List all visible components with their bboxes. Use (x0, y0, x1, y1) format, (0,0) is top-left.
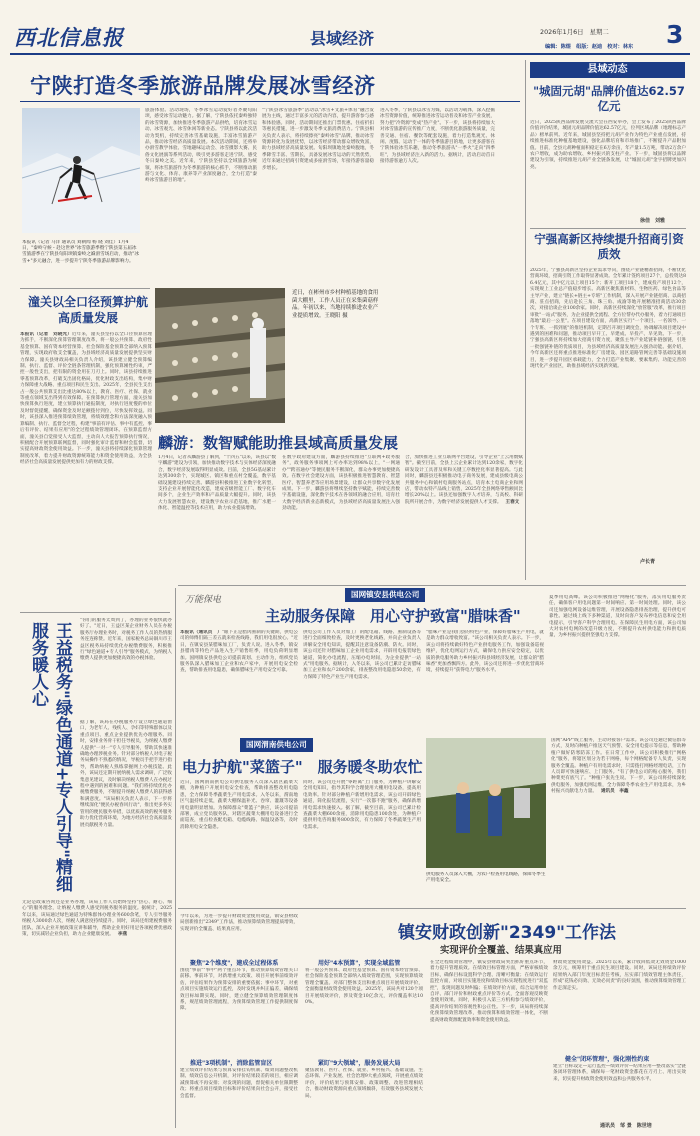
tongguan-article: 本报讯（记者 刘晓光）近年来，潼关县坚持以全口径预算管理为抓手，不断深化预算管理制度改革，将一般公共预算、政府性基金预算、国有资本经营预算、社会保险基金预算全部纳入预算管理，实现政府收支全覆盖，为县域经济高质量发展提供坚实财力保障。潼关县财政局相关负责人介绍，该县建立健全预算编制、执行、监督、评价全链条管理机制，强化预算刚性约束，严控一般性支出，把有限的资金用在刀刃上。同时，该县持续推进零基预算改革，打破支出固化格局，优化财政支出结构，集中财力保障重大战略、重点项目和民生支出。2025年，全县民生支出占一般公共预算支出比重达80%以上，教育、医疗、社保、就业等重点领域支出得到有效保障。在预算执行管理方面，潼关县加快预算执行进度，建立预算执行通报制度，对执行进度慢的单位及时督促提醒，确保资金及时足额拨付到位，尽快发挥效益。同时，该县深入推进预算绩效管理，将绩效理念和方法深度融入预算编制、执行、监督全过程，构建"事前有评估、事中有监控、事后有评价、结果有应用"的全过程绩效管理闭环。在预算监督方面，潼关县自觉接受人大监督，主动向人大报告预算执行情况，积极配合开展预算联网监督，同时强化审计监督和财会监督，切实提高财政资金使用效益。下一步，潼关县将持续深化预算管理制度改革，着力提升财政资源统筹能力和资金使用效益，为全县经济社会高质量发展提供更加有力的财政支撑。 (20, 332, 152, 466)
wangyi-article-foot: 无论是政策咨询还是业务办理，该局工作人员始终坚持"热心、耐心、细心"的服务理念，让纳税人缴费人感受到税务服务的温度。据统计，2025年以来，该局通过绿色通道为特殊群体办理业务600余笔，专人引导服务纳税人3000余人次，纳税人满意度持续提升。同时，该局还组建税费服务团队，深入企业开展政策宣讲和辅导，帮助企业用好用足各项税费优惠政策，切实减轻企业负担，助力企业健康发展。 李燕 (22, 900, 172, 938)
workers-scene (426, 738, 546, 868)
gas-byline: 本报讯（通讯员 ） (180, 630, 222, 635)
zhenan-intro: 今年以来，为进一步提升财政资金使用效益，镇安县财政局创新推出"2349"工作法，推动预算绩效管理提质增效，实现评价全覆盖、结果真应用。 (180, 914, 298, 932)
masthead (0, 0, 700, 54)
tongguan-byline: 本报讯（记者 刘晓光） (20, 332, 72, 337)
ningqiang-headline: 宁强高新区持续提升招商引资质效 (534, 232, 684, 261)
greenhouse-photo-caption: 供电服务人员深入大棚，为农户检查用电线路，保障冬季生产用电安全。 (426, 872, 546, 884)
weekday-text: 星期二 (589, 28, 609, 36)
power-badge: 国网渭南供电公司 (240, 738, 313, 752)
zhenan-col1-a: 围绕"事前""事中"两个重点环节，推动预算绩效管理关口前移。事前环节，对新增重大政策、项目开展事前绩效评估，评估结果作为预算安排的重要依据；事中环节，对重点项目实施绩效运行监控，及时发现并纠正偏差，确保绩效目标如期实现。同时，建立健全预算绩效管理制度体系，规范绩效管理流程，为预算绩效管理工作提供制度保障。 (180, 968, 298, 1012)
state-grid-logo: 万能保电 (185, 595, 222, 605)
zhenan-sub1: 聚焦"2个维度"，建成全过程体系 (190, 960, 279, 967)
lead-headline: 宁陕打造冬季旅游品牌发展冰雪经济 (30, 74, 376, 98)
right-divider-1 (530, 228, 686, 229)
zhenan-subheadline: 实现评价全覆盖、结果真应用 (440, 945, 562, 956)
wangyi-top-rule (20, 612, 170, 613)
zhenan-top-rule (178, 908, 686, 909)
linyou-article-col2: 在数字政府建设方面，麟游县持续推进"互联网+政务服务"，政务服务事项网上可办率达到98%以上，"一网通办""跨省通办"等便民服务不断深化，群众办事更加便捷高效。在数字社会建设方面，该县积极推进智慧教育、智慧医疗、智慧养老等应用场景建设，让群众共享数字化发展成果。下一步，麟游县将继续坚持数字赋能，持续完善数字基础设施，深化数字技术在各领域的融合应用，培育壮大数字经济新业态新模式，为县域经济高质量发展注入强劲动能。 (282, 455, 400, 512)
lead-headline-rule (20, 101, 520, 102)
county-news-header: 县域动态 (530, 62, 685, 78)
col-sep-left (175, 588, 176, 1128)
zhenan-byline: 通讯员 邹 景 陈世培 (600, 1123, 652, 1129)
lead-article-col1: 旅游体验。活动现场，冬季冰雪运动爱好者齐聚旬阳坝，感受冰雪运动魅力。据了解，宁陕县依托秦岭独特的冰雪资源，加快推进冬季旅游产品供给，培育冰雪运动、冰雪观光、冰雪休闲等新业态。宁陕县将以此次活动为契机，持续完善冰雪基础设施，丰富冰雪旅游产品，推动冰雪经济高质量发展。本次活动期间，还将举办滑雪教学体验、雪地趣味运动会、冰雪摄影大赛、民俗文化展演等系列活动，吸引更多游客走进宁陕、感受冬日秦岭之美。近年来，宁陕县坚持以全域旅游为统领，将冰雪旅游作为冬季旅游的核心抓手，不断推动旅游与文化、体育、康养等产业深度融合，全力打造"秦岭冰雪旅游目的地"。 (145, 108, 257, 184)
gas-article-col4: 夏季用电高峰。该公司积极推进"网格化"服务，落实用电服务责任，确保客户用电问题第一时间响应、第一时间处理。同时，该公司还加强电网设备运维管理，开展设备隐患排查治理，提升供电可靠性。通过线上线下多种渠道，及时向客户发布停电信息和安全用电提示，引导客户科学合理用电。在保障民生用电方面，该公司加大对农村电网的改造升级力度，不断提升农村供电能力和供电质量，为乡村振兴提供坚强电力支撑。 (549, 595, 686, 639)
ski-photo (22, 108, 140, 233)
greenhouse-scene (155, 288, 285, 423)
ningqiang-byline: 卢长青 (640, 559, 656, 565)
greenhouse-photo (426, 738, 546, 868)
ningqiang-article: 2025年，宁强县高新区坚持企业需求导向，围绕产业链精准招商，不断优化营商环境，招商引资工作取得显著成效。全年累计签约项目27个，总投资达86.4亿元，其中亿元以上项目15个；新开工项目18个，建成投产项目12个，实现规上工业总产值稳步增长。高新区聚焦新材料、生物医药、绿色食品等主导产业，建立"链长+链主+专班"工作机制，深入开展产业链招商、以商招商、驻点招商，先后赴长三角、珠三角、成渝等地开展精准招商活动30余次，对接洽谈企业100余家。同时，高新区持续深化"放管服"改革，推行项目审批"一站式"服务，为企业提供全流程、全方位帮办代办服务，着力打通项目落地"最后一公里"。在项目建设方面，高新区实行"一个项目、一名领导、一个专班、一抓到底"的推进机制，定期召开项目调度会，协调解决项目建设中遇到的困难和问题，推动项目早开工、早建成、早投产、早见效。下一步，宁强县高新区将持续加大招商引资力度，聚焦主导产业延链补链强链，引进一批强链补链的优质项目，为县域经济高质量发展注入强劲动能。据介绍，今年高新区还将重点推进标准化厂房建设、园区道路管网完善等基础设施项目，进一步提升园区承载能力，全力打造产业集聚、要素集约、功能完善的现代化产业园区，助推县域经济实现新突破。 (530, 268, 686, 370)
masthead-rule (10, 53, 690, 55)
wangyi-byline: 李燕 (117, 932, 128, 938)
lead-article-col3: 进入冬季，宁陕县以冰雪为媒，以活动为载体，深入挖掘冰雪资源价值，统筹推进冰雪运动普及和冰雪产业发展，努力把"冷资源"变成"热产业"。下一步，该县将持续加大对冰雪旅游的宣传推广力度，不断优化旅游服务质量，完善交通、住宿、餐饮等配套设施，着力打造集观光、休闲、度假、运动于一体的冬季旅游目的地，让更多游客在宁陕体验冰雪乐趣，推动冬季旅游从"一季火"走向"四季旺"，为县域经济注入新的活力。据统计，活动启动首日接待游客逾万人次。 (380, 108, 495, 165)
ski-photo-caption: 本报讯（记者 马洋 通讯员 刘朝闻 杨 晓 刘佳）1月4日，"秦岭守候・赴这世界"冰雪旅游季暨宁陕县第五届冰雪旅游季在宁陕县旬阳坝镇秦岭之巅滑雪场启动，推动"冰雪+"多元融合，进一步提升宁陕冬季旅游品牌影响力。 (22, 240, 139, 264)
zhenan-col1-b: 建立绩效评价结果与预算安排挂钩机制、绩效问题整改机制、绩效信息公开机制，对评价结果较差的项目，相应调减预算或不再安排；对发现的问题，督促相关单位限期整改；将重点项目绩效目标和评价结果向社会公开，接受社会监督。 (180, 1068, 298, 1099)
zhenan-sub5: 健全"闭环管理"，强化刚性约束 (565, 1056, 650, 1063)
zhenan-col2-a: 将一般公共预算、政府性基金预算、国有资本经营预算、社会保险基金预算全部纳入绩效管理范围，实现预算绩效管理全覆盖。对部门整体支出和重点项目开展绩效评价，全面衡量财政资金使用效益。2025年，该局共对120个项目开展绩效评价，涉及资金10亿余元，评价覆盖率达100%。 (305, 968, 423, 1006)
mushroom-photo (155, 288, 285, 423)
wangyi-article-top: "你们的服务太周到了，办理的业务很快就办好了。"近日，王益区某企业财务人员在办税服务厅办理业务时，对税务工作人员的热情服务连连称赞。近年来，国家税务总局铜川市王益区税务局持续优化办税缴费服务，积极推行"绿色通道+专人引导"服务模式，为纳税人缴费人提供更加便捷高效的办税体验。 (80, 618, 172, 662)
tongguan-top-rule (20, 288, 150, 289)
gas-headline: 主动服务保障 用心守护致富"腊味香" (265, 607, 521, 625)
zhenan-col4-b: 建立"目标设定—运行监控—绩效评价—结果应用—整改落实"全链条闭环管理体系，确保每一笔财政资金都花在刀刃上、用出实效来，切实提升财政资金使用效益和公共服务水平。 (553, 1064, 686, 1082)
mushroom-photo-caption: 近日，在彬州市乡村种植基地的食用菌大棚里，工作人员正在采集菌菇样品。年初以来，当地持续推进农业产业提质增效。王晓阳 摄 (292, 290, 379, 319)
date-text: 2026年1月6日 (540, 28, 584, 36)
chenggu-article: 近日，2025陕西品牌发展交流大会在西安举办，会上发布了2025陕西品牌价值评价结果，城固元胡品牌价值达62.57亿元，位列区域品牌（地理标志产品）榜单前列。近年来，城固县坚持把元胡产业作为特色产业重点发展，持续推进标准化种植基地建设，强化品牌培育和市场推广，不断提升产品附加值。目前，全县元胡种植面积稳定在6万余亩，年产量1.5万吨，带动2万余户农户增收，成为助农增收、乡村振兴的支柱产业。下一步，城固县将以品牌建设为引领，持续推进元胡产业全链条发展，让"城固元胡"金字招牌更加闪亮。 (530, 120, 686, 170)
power-article-col1: 近日，国网渭南供电公司供电服务人员深入辖区蔬菜大棚，为种植户开展用电安全检查，帮助排查整改用电隐患，全力保障冬季蔬菜生产用电需求。入冬以来，渭南地区气温持续走低，蔬菜大棚保温补光、卷帘、灌溉等设备用电量明显增加。为保障群众"菜篮子"供应，该公司提前部署，成立党员服务队，对辖区蔬菜大棚用电设备进行全面巡查，重点检查配电箱、电缆线路、保温设备等，及时消除用电安全隐患。 (180, 780, 298, 830)
power-headline: 电力护航"菜篮子" 服务暖冬助农忙 (182, 758, 423, 776)
zhenan-sub3: 紧盯"9大领域"，服务发展大局 (318, 1060, 401, 1067)
gas-article-col1: 本报讯（通讯员 ）"眼下正是腊肉熏制的关键期，供电公司的师傅们隔三差五就来检查线路，我们用电很放心。"近日，在镇安县某腊味加工厂，负责人说。进入冬季，镇安县腊肉等特色产品进入生产销售旺季，用电负荷明显增加。国网镇安县供电公司提前谋划、主动作为，组织党员服务队深入腊味加工企业和农户家中，开展用电安全检查，帮助排查用电隐患，确保腊味生产用电安全可靠。 (180, 630, 298, 674)
wangyi-article-bottom: 据了解，该局在办税服务厅设立绿色通道窗口，为老年人、残疾人、孕妇等特殊群体以及重点项目、重点企业提供优先办理服务。同时，安排业务骨干担任导税员，为纳税人缴费人提供"一对一"专人引导服务，帮助其快速准确地办理涉税业务。针对部分纳税人对电子税务局操作不熟悉的情况，导税员手把手进行指导，帮助纳税人熟练掌握网上办税技能。此外，该局还定期开展纳税人需求调研，广泛收集意见建议，及时解决纳税人缴费人在办税过程中遇到的困难和问题。"我们将持续优化办税缴费服务，不断提升纳税人缴费人的获得感和满意度。"该局相关负责人表示，下一步将继续深化"便民办税春风行动"，推出更多务实管用的便民服务举措，以优质高效的税务服务助力优化营商环境，为地方经济社会高质量发展贡献税务力量。 (80, 720, 172, 828)
linyou-article-col1: 1月4日，记者从麟游县了解到，"十四五"以来，该县以"数字麟游"建设为引领，加快推动数字技术与实体经济深度融合，数字经济发展取得明显成效。目前，全县5G基站累计达到300余个，实现城区、镇区和重点村全覆盖，数字基础设施建设持续完善。麟游县积极推进工业数字化转型，支持企业开展智能化改造，建成省级智能工厂、数字化车间多个，企业生产效率和产品质量大幅提升。同时，该县大力发展智慧农业，建设数字农业示范基地，推广水肥一体化、智能温控等技术应用，助力农业提质增效。 (158, 455, 276, 512)
tongguan-headline: 潼关以全口径预算护航高质量发展 (28, 295, 149, 325)
col-sep-right (525, 60, 526, 580)
chenggu-headline: "城固元胡"品牌价值达62.57亿元 (533, 84, 685, 113)
gas-badge: 国网镇安县供电公司 (345, 588, 425, 602)
zhenan-col2-b: 聚焦教育、医疗、社保、就业、乡村振兴、基础设施、生态环保、产业发展、社会治理9大重点领域，开展重点绩效评价，评价结果与预算安排、政策调整、改进管理相结合，推动财政资源向重点领域倾斜，有效服务县域发展大局。 (305, 1068, 423, 1099)
power-article-col2: 同时，该公司还开展"零距离"上门服务，为种植户讲解安全用电知识，指导其科学合理使用大棚用电设备，提高用电效率。针对部分种植户新增用电需求，该公司开辟绿色通道，简化报装流程，实行"一次都不跑"服务，确保新增用电需求快速接入。据了解，截至目前，该公司已累计检查蔬菜大棚600余座，消除用电隐患100余处，为种植户提供用电咨询服务800余次，有力保障了冬季蔬菜生产用电需求。 (303, 780, 421, 830)
linyou-byline: 王春文 (505, 499, 520, 505)
gas-article-col3: "腊味产业是我们县的特色产业，保障好腊味生产用电，就是助力群众增收致富。"该公司相关负责人表示。下一步，该公司将持续做好特色产业供电服务工作，加强设备巡视维护，优化电网运行方式，确保电力供应安全稳定，以优质的供电服务助力乡村振兴和县域经济发展，让群众的"腊味香"更加香飘四方。此外，该公司还将进一步优化营商环境，持续提升"获得电力"服务水平。 (426, 630, 544, 674)
zhenan-sub4: 推进"3项机制"，消除监管盲区 (190, 1060, 273, 1067)
zhenan-sub2: 用好"4本预算"，实现全域监管 (318, 960, 401, 967)
skier-figure (22, 108, 140, 233)
issue-date (540, 27, 609, 36)
wangyi-headline: 王益税务"绿色通道+专人引导"精细服务暖人心 (28, 622, 72, 892)
page-number: 3 (666, 20, 684, 49)
editors-line: 编辑：陈煜 组版：赵迪 校对：林东 (545, 44, 634, 50)
gas-article-col2: 供电公司工作人员对加工厂的配电箱、线路、熏制设备等进行全面细致检查，及时更换老化线路，并向企业负责人讲解安全用电知识，提醒其注意设备防潮、防火。同时，该公司还针对腊味加工企业用电需求，开辟用电报装绿色通道，简化办电流程，压缩办电时间，为企业提供"一站式"用电服务。据统计，入冬以来，该公司已累计走访腊味加工企业和农户200余家，排查整改用电隐患50余处，有力保障了特色产业生产用电需求。 (303, 630, 421, 680)
linyou-headline: 麟游：数智赋能助推县域高质量发展 (158, 434, 399, 452)
gas-top-rule (178, 585, 686, 586)
power-byline: 通讯员 李鑫 (600, 789, 629, 795)
power-article-col3: 国网"APP"线上服务，主动对接客户需求。该公司还通过微信群等方式，及时向种植户推送天气预警、安全用电提示等信息，帮助种植户做好防寒防冻工作。在日常工作中，该公司积极推行"网格化"服务，将辖区划分为若干网格，每个网格配备专人负责，实现服务全覆盖。种植户有用电需求时，只需拨打网格经理电话，工作人员即可快速响应、上门服务。"有了供电公司的贴心服务，我们种菜更有底气了。"种植户张先生说。下一步，该公司将持续深化供电服务，加强电网运维，全力保障冬季农业生产用电需求，为乡村振兴贡献电力力量。 通讯员 李鑫 (551, 738, 686, 795)
zhenan-col4-a: 财政资金使用效益。2025年以来，累计收回低效无效资金1000余万元，统筹用于重点民生项目建设。同时，该局还将绩效评价结果纳入部门年度目标责任考核，压实部门绩效管理主体责任，形成"花钱必问效、无效必问责"的良好氛围，推动预算绩效管理工作走深走实。 (553, 960, 686, 991)
paper-logo: 西北信息报 (14, 25, 124, 50)
linyou-article-col3: 合，加快推进工业互联网平台建设，引导企业"上云用数赋智"。截至目前，全县上云企业累计达到120余家，数字化研发设计工具普及率和关键工序数控化率显著提高。与此同时，麟游县还积极推动电子商务发展，建成县级电商公共服务中心和镇村电商服务站点，培育本土电商企业和网店，带动农特产品线上销售，2025年全县网络零售额同比增长20%以上。该县还加强数字人才培养，与高校、科研院所开展合作，为数字经济发展提供人才支撑。 王春文 (405, 455, 523, 505)
lead-article-col2: "宁陕县冰雪旅游季"活动以"冰雪+文旅+体育"融合发展为主线，通过丰富多元的活动内容，提升游客参与感和体验感。同时，活动期间还推出门票优惠、住宿折扣等惠民措施，进一步激发冬季文旅消费活力。宁陕县相关负责人表示，将持续擦亮"秦岭冰雪"品牌，推动冰雪资源转化为发展优势，以冰雪经济带动群众增收致富，助力县域经济高质量发展。旬阳坝镇地处秦岭腹地，冬季降雪丰富、雪期长，具备发展冰雪运动的天然优势，近年来通过招商引资建成多座滑雪场，年接待游客量稳步增长。 (262, 108, 374, 171)
zhenan-headline: 镇安财政创新"2349"工作法 (398, 923, 617, 943)
zhenan-col3: 在全过程绩效管理中，镇安县财政局突出抓好重点环节，着力提升管理质效。在绩效目标管理方面，严格审核绩效目标，确保目标设置科学合理、清晰可衡量；在绩效运行监控方面，对项目实施进度和绩效目标实现程度进行"双监控"，发现问题及时纠偏；在绩效评价方面，综合运用单位自评、部门评价和财政重点评价等方式，全面客观反映资金使用效果。同时，积极引入第三方机构参与绩效评价，提高评价结果的客观性和公正性。下一步，该局将持续深化预算绩效管理改革，推动预算和绩效管理一体化，不断提高财政资源配置效率和资金使用效益。 (430, 960, 548, 1023)
chenggu-byline: 徐佳 刘雅 (640, 218, 666, 224)
section-title: 县域经济 (310, 29, 375, 48)
